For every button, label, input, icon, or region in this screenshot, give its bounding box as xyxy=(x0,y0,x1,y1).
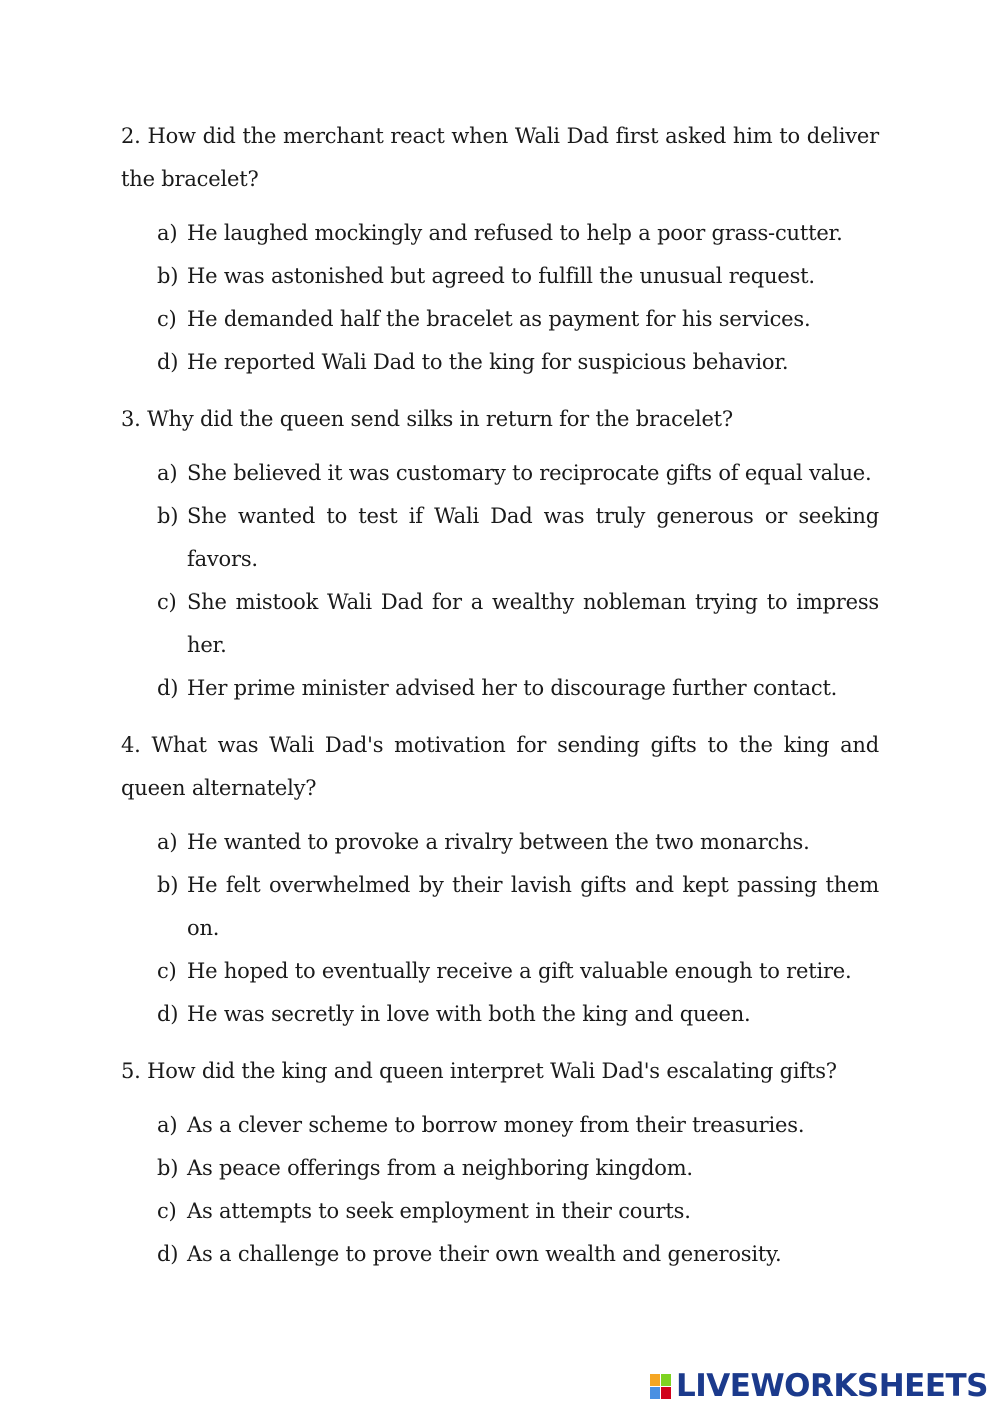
option-text: He reported Wali Dad to the king for suspicious behavior. xyxy=(187,350,789,374)
option-b[interactable] xyxy=(121,495,879,581)
option-list xyxy=(121,212,879,384)
option-b[interactable] xyxy=(121,1147,879,1190)
option-letter: a) xyxy=(157,1113,178,1137)
option-text: He hoped to eventually receive a gift valuable enough to retire. xyxy=(187,959,852,983)
option-letter: a) xyxy=(157,461,178,485)
option-b[interactable] xyxy=(121,255,879,298)
question-5 xyxy=(121,1050,879,1276)
worksheet-page xyxy=(121,115,879,1290)
option-letter: c) xyxy=(157,959,177,983)
option-text: He felt overwhelmed by their lavish gifts and kept passing them on. xyxy=(187,873,879,940)
option-text: He demanded half the bracelet as payment for his services. xyxy=(187,307,811,331)
option-letter: d) xyxy=(157,676,179,700)
option-letter: b) xyxy=(157,1156,179,1180)
option-letter: c) xyxy=(157,1199,177,1223)
option-d[interactable] xyxy=(121,993,879,1036)
option-a[interactable] xyxy=(121,1104,879,1147)
liveworksheets-logo[interactable] xyxy=(650,1368,988,1404)
option-text: She believed it was customary to reciprocate gifts of equal value. xyxy=(187,461,872,485)
question-4 xyxy=(121,724,879,1036)
option-text: She wanted to test if Wali Dad was truly generous or seeking favors. xyxy=(187,504,879,571)
logo-text: LIVEWORKSHEETS xyxy=(676,1368,988,1404)
question-text: 4. What was Wali Dad's motivation for sending gifts to the king and queen alternately? xyxy=(121,733,879,800)
option-list xyxy=(121,821,879,1036)
question-text: 3. Why did the queen send silks in return for the bracelet? xyxy=(121,407,733,431)
option-b[interactable] xyxy=(121,864,879,950)
option-a[interactable] xyxy=(121,212,879,255)
option-text: He laughed mockingly and refused to help a poor grass-cutter. xyxy=(187,221,843,245)
option-c[interactable] xyxy=(121,1190,879,1233)
option-text: Her prime minister advised her to discourage further contact. xyxy=(187,676,838,700)
option-c[interactable] xyxy=(121,581,879,667)
option-text: As attempts to seek employment in their courts. xyxy=(187,1199,691,1223)
option-text: As a challenge to prove their own wealth and generosity. xyxy=(187,1242,782,1266)
question-3 xyxy=(121,398,879,710)
option-letter: b) xyxy=(157,264,179,288)
option-a[interactable] xyxy=(121,821,879,864)
option-list xyxy=(121,1104,879,1276)
option-d[interactable] xyxy=(121,341,879,384)
option-d[interactable] xyxy=(121,667,879,710)
option-letter: b) xyxy=(157,504,179,528)
option-d[interactable] xyxy=(121,1233,879,1276)
option-letter: c) xyxy=(157,590,177,614)
option-letter: a) xyxy=(157,221,178,245)
option-text: As peace offerings from a neighboring kingdom. xyxy=(187,1156,693,1180)
option-text: As a clever scheme to borrow money from their treasuries. xyxy=(187,1113,805,1137)
option-text: She mistook Wali Dad for a wealthy nobleman trying to impress her. xyxy=(187,590,879,657)
option-a[interactable] xyxy=(121,452,879,495)
option-letter: d) xyxy=(157,1242,179,1266)
option-list xyxy=(121,452,879,710)
option-letter: a) xyxy=(157,830,178,854)
option-text: He was secretly in love with both the king and queen. xyxy=(187,1002,751,1026)
question-text: 2. How did the merchant react when Wali Dad first asked him to deliver the bracelet? xyxy=(121,124,879,191)
option-letter: d) xyxy=(157,350,179,374)
option-c[interactable] xyxy=(121,950,879,993)
option-text: He was astonished but agreed to fulfill the unusual request. xyxy=(187,264,815,288)
liveworksheets-logo-icon xyxy=(650,1374,672,1400)
option-letter: d) xyxy=(157,1002,179,1026)
question-2 xyxy=(121,115,879,384)
option-c[interactable] xyxy=(121,298,879,341)
option-letter: c) xyxy=(157,307,177,331)
option-text: He wanted to provoke a rivalry between the two monarchs. xyxy=(187,830,810,854)
question-text: 5. How did the king and queen interpret Wali Dad's escalating gifts? xyxy=(121,1059,837,1083)
option-letter: b) xyxy=(157,873,179,897)
